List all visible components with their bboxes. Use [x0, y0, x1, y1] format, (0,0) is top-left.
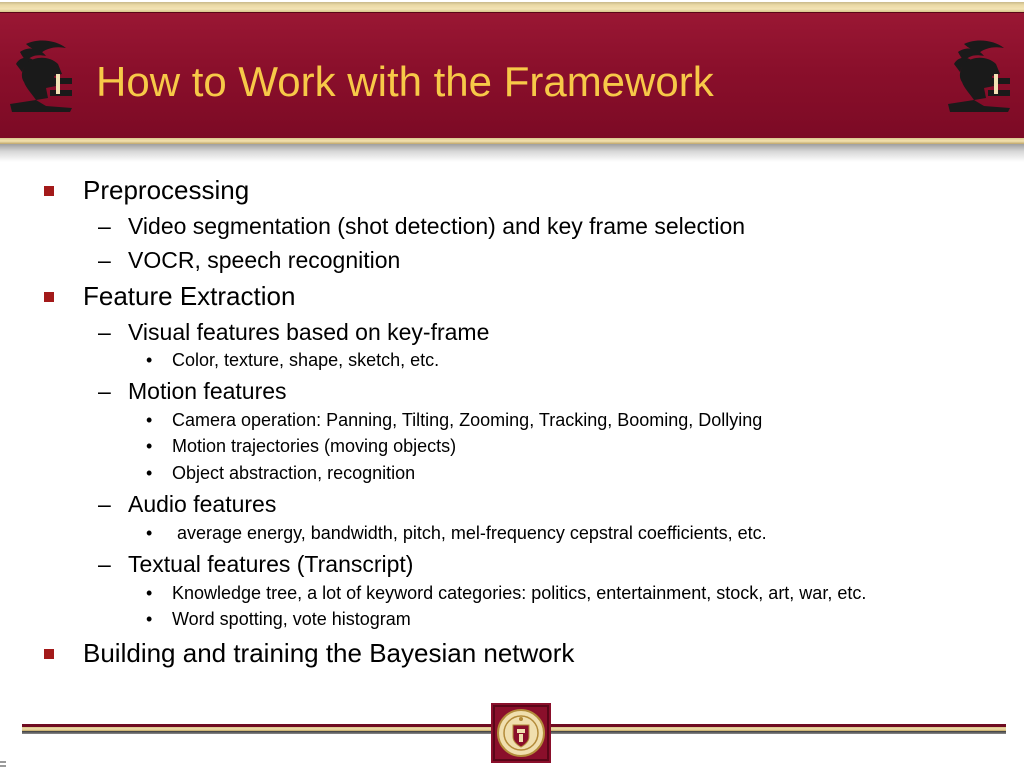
bullet-text: Preprocessing	[83, 175, 250, 205]
bullet-text: Audio features	[128, 491, 277, 517]
dot-bullet-marker: •	[146, 583, 153, 603]
square-bullet-icon	[44, 649, 54, 659]
dash-bullet-marker: –	[98, 247, 111, 273]
square-bullet-icon	[44, 186, 54, 196]
dot-bullet-marker: •	[146, 463, 153, 483]
dash-bullet-marker: –	[98, 213, 111, 239]
bullet-text: Knowledge tree, a lot of keyword categories: politics, entertainment, stock, art, war, etc.	[172, 583, 867, 603]
bullet-text: Camera operation: Panning, Tilting, Zooming, Tracking, Booming, Dollying	[172, 410, 763, 430]
bullet-text: VOCR, speech recognition	[128, 247, 401, 273]
bullet-text: Motion trajectories (moving objects)	[172, 436, 457, 456]
trojan-head-icon	[944, 38, 1016, 114]
bullet-text: Feature Extraction	[83, 281, 296, 311]
bullet-text: Textual features (Transcript)	[128, 551, 414, 577]
dot-bullet-marker: •	[146, 523, 153, 543]
header-shadow	[0, 144, 1024, 162]
corner-mark	[0, 760, 8, 768]
dot-bullet-marker: •	[146, 436, 153, 456]
square-bullet-icon	[44, 292, 54, 302]
bullet-text: Building and training the Bayesian network	[83, 638, 575, 668]
bullet-text: average energy, bandwidth, pitch, mel-frequency cepstral coefficients, etc.	[172, 523, 767, 543]
bullet-text: Motion features	[128, 378, 287, 404]
dot-bullet-marker: •	[146, 609, 153, 629]
bullet-text: Video segmentation (shot detection) and key frame selection	[128, 213, 746, 239]
slide-title: How to Work with the Framework	[96, 58, 714, 105]
dash-bullet-marker: –	[98, 491, 111, 517]
dash-bullet-marker: –	[98, 551, 111, 577]
bullet-text: Color, texture, shape, sketch, etc.	[172, 350, 440, 370]
dash-bullet-marker: –	[98, 319, 111, 345]
bullet-text: Word spotting, vote histogram	[172, 609, 411, 629]
trojan-head-icon	[6, 38, 78, 114]
dot-bullet-marker: •	[146, 350, 153, 370]
university-seal-icon	[491, 703, 551, 763]
dash-bullet-marker: –	[98, 378, 111, 404]
header-banner	[0, 0, 1024, 150]
bullet-text: Object abstraction, recognition	[172, 463, 416, 483]
bullet-text: Visual features based on key-frame	[128, 319, 490, 345]
dot-bullet-marker: •	[146, 410, 153, 430]
